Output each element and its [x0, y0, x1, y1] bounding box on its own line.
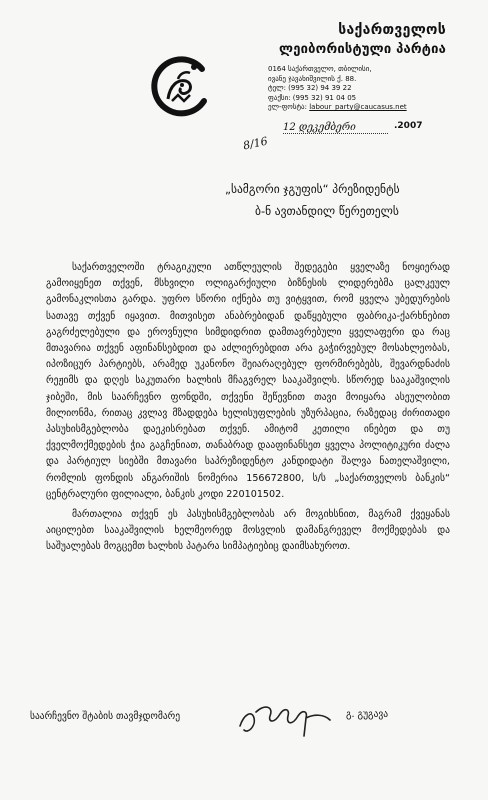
address-line2: ივანე ჯავახიშვილის ქ. 88.: [268, 74, 357, 83]
addressee-line2: ბ-ნ ავთანდილ წერეთელს: [255, 204, 399, 218]
fax-number: ფაქსი: (995 32) 91 04 05: [268, 93, 357, 102]
handwritten-signature-icon: [234, 696, 334, 744]
addressee-block: [225, 178, 400, 222]
phone-number: ტელ: (995 32) 94 39 22: [268, 84, 352, 93]
party-name-line2: ლეიბორისტული პარტია: [279, 42, 446, 57]
party-name-line1: საქართველოს: [338, 22, 446, 38]
email-label: ელ-ფოსტა:: [268, 103, 307, 112]
body-paragraph-2: მართალია თქვენ ეს პასუხისმგებლობას არ მოგიხსნით, მაგრამ ქვეყანას აიცილებთ სააკაშვილის ხელმეორედ მოსვლის დამანგრეველ მოქმედებას და საშუალებას მოგცემთ ხალხის პატარა სიმპატიებიც დაიმსახუროთ.: [46, 509, 450, 553]
registration-number: 8/16: [241, 134, 269, 153]
address-line1: 0164 საქართველო, თბილისი,: [268, 65, 372, 73]
party-logo-icon: [148, 55, 212, 119]
registration-year: .2007: [394, 121, 423, 131]
email-row: [268, 103, 407, 113]
email-link[interactable]: labour_party@caucasus.net: [309, 103, 407, 112]
signatory-name: გ. გუგავა: [346, 709, 389, 720]
registration-date: 12 დეკემბერი: [283, 122, 388, 134]
address-block: [268, 65, 407, 113]
party-name: [279, 22, 446, 57]
letter-body: [46, 260, 450, 556]
addressee-line1: „სამგორი ჯგუფის“ პრეზიდენტს: [225, 182, 400, 196]
body-paragraph-1: საქართველოში ტრაგიკული ათწლეულის შედეგები ყველაზე ნოყიერად გამოიყენეთ თქვენ, მსხვილი ოლიგარქიული ბიზნესის ლიდერებმა ცალკეულ გამონაკლისთა გარდა. უფრო სწორი იქნება თუ ვიტყვით, რომ ყველა უბედურების სათავე თქვენ იყავით. მითვისეთ ანაბრებიდან დაწყებული ფაბრიკა-ქარხნებით გაგრძელებული და ეროვნული სიმდიდრით დამთავრებული ყველაფერი და რაც მთავარია თქვენ აფინანსებდით და აძლიერებდით არა გაჭირვებულ მოსახლეობას, იპოზიცურ პარტიებს, არამედ უკანონო შეიარაღებულ ფორმირებებს, შევარდნაძის რეჟიმს და დღეს საკუთარი ხალხის მჩაგვრელ სააკაშვილს. სწორედ სააკაშვილის ჯიბეში, მის საარჩევნო ფონდში, თქვენი შეწევნით თავი მოიყარა ასეულობით მილიონმა, რითაც კვლავ მზადდება ხელისუფლების უზურპაცია, რაზედაც ძირითადი პასუხისმგებლობა დაეკისრებათ თქვენ. ამიტომ კეთილი ინებეთ და თუ ქველმოქმედების ჭია გაგჩენიათ, თანაბრად დააფინანსეთ ყველა პოლიტიკური ძალა და პარტიულ სიებში მთავარი საპრეზიდენტო კანდიდატი შალვა ნათელაშვილი, რომლის ფონდის ანგარიშის ნომერია 156672800, ს/ს „საქართველოს ბანკის“ ცენტრალური ფილიალი, ბანკის კოდი 220101502.: [46, 262, 450, 500]
signatory-title: საარჩევნო შტაბის თავმჯდომარე: [30, 711, 181, 722]
